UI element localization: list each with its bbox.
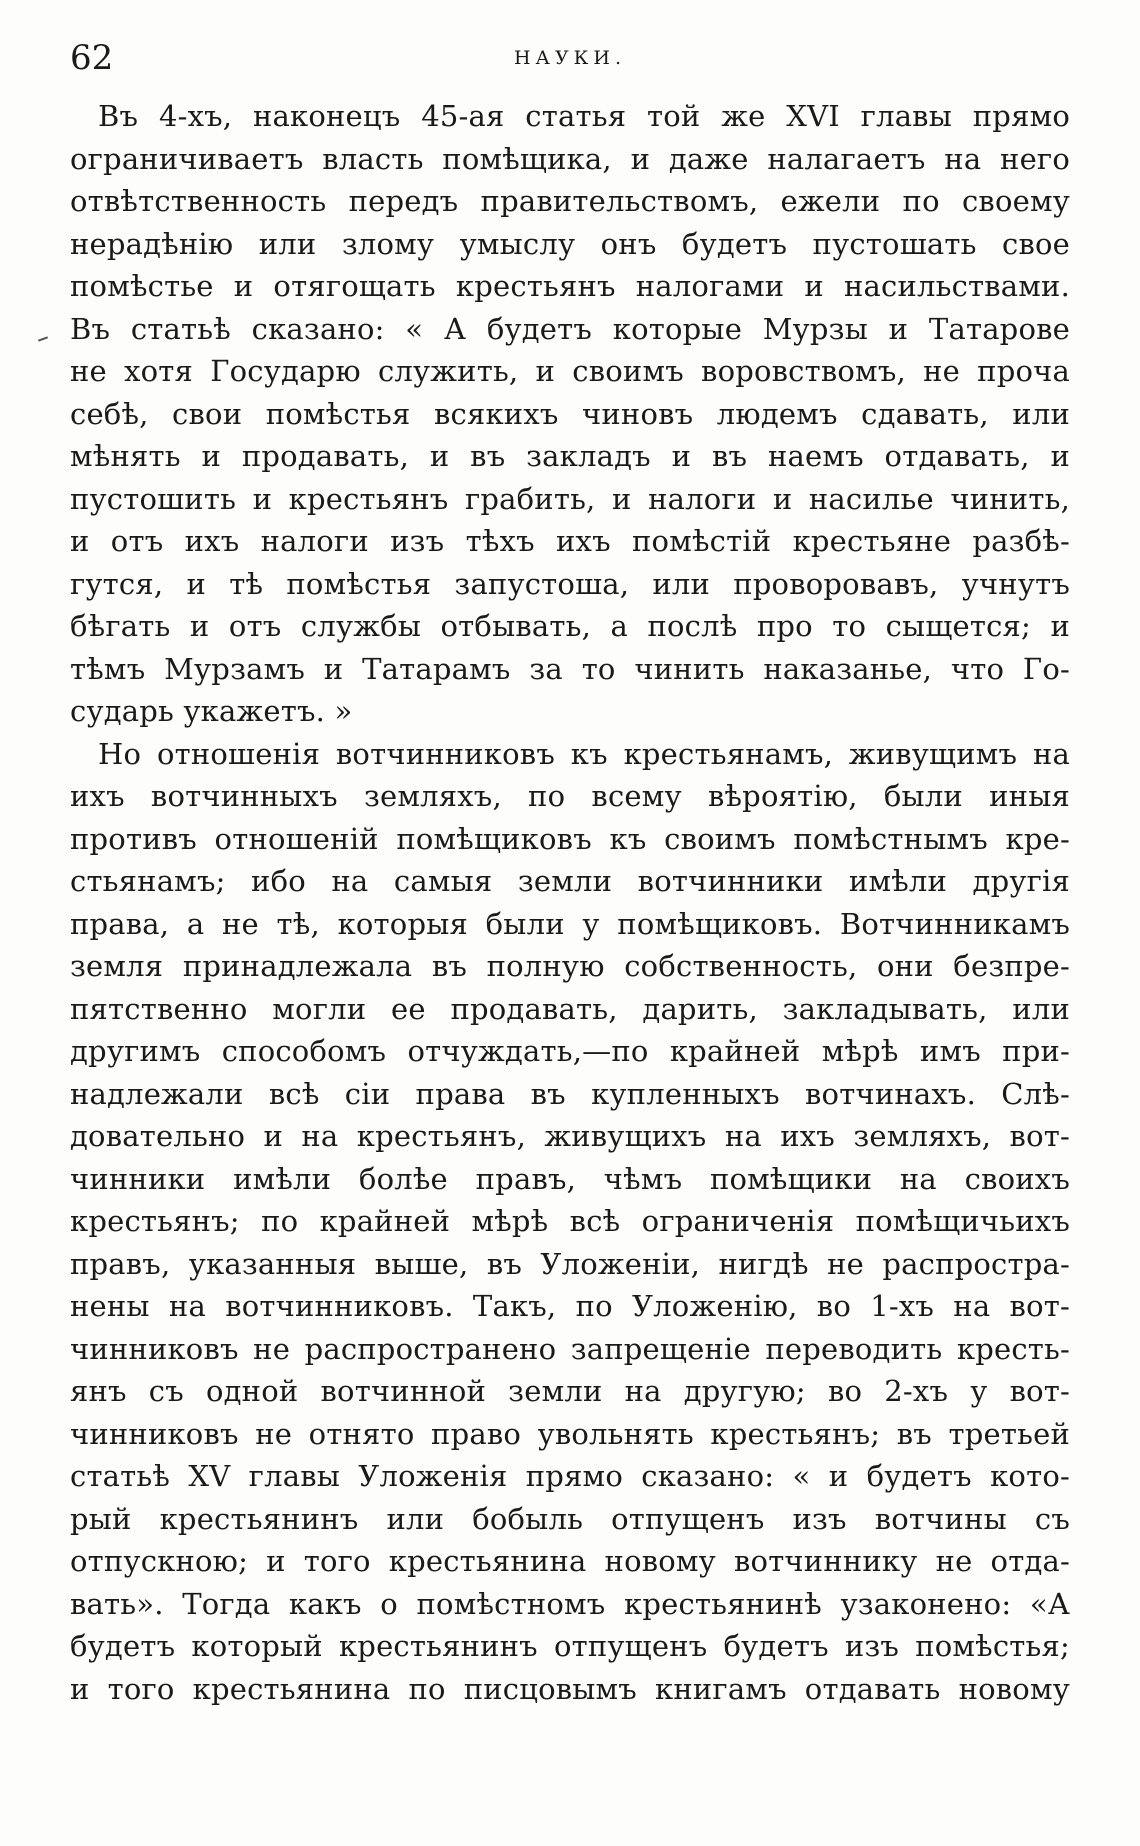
text-line: сударь укажетъ. » — [70, 694, 353, 728]
text-line: правъ, указанныя выше, въ Уложеніи, нигдѣ не распростра- — [70, 1246, 1070, 1281]
text-line: стьянамъ; ибо на самыя земли вотчинники имѣли другія — [70, 864, 1070, 898]
text-line: рый крестьянинъ или бобыль отпущенъ изъ вотчины съ — [70, 1501, 1070, 1536]
text-line: мѣнять и продавать, и въ закладъ и въ наемъ отдавать, и — [70, 439, 1070, 473]
text-line: довательно и на крестьянъ, живущихъ на ихъ земляхъ, вот- — [70, 1119, 1070, 1153]
text-line: земля принадлежала въ полную собственность, они безпре- — [70, 949, 1070, 983]
running-head: НАУКИ. — [513, 47, 626, 69]
text-line: будетъ который крестьянинъ отпущенъ будетъ изъ помѣстья; — [70, 1629, 1070, 1663]
text-line: чинники имѣли болѣе правъ, чѣмъ помѣщики на своихъ — [70, 1161, 1070, 1196]
text-line: права, а не тѣ, которыя были у помѣщиковъ. Вотчинникамъ — [70, 906, 1070, 941]
text-line: отвѣтственность передъ правительствомъ, ежели по своему — [70, 184, 1070, 218]
text-line: вать». Тогда какъ о помѣстномъ крестьянинѣ узаконено: «А — [70, 1586, 1070, 1621]
text-line: бѣгать и отъ службы отбывать, а послѣ про то сыщется; и — [70, 609, 1070, 643]
text-line: Въ статьѣ сказано: « А будетъ которые Мурзы и Татарове — [70, 311, 1070, 346]
page-header — [70, 38, 1070, 78]
text-line: ихъ вотчинныхъ земляхъ, по всему вѣроятію, были иныя — [70, 779, 1070, 813]
text-line: крестьянъ; по крайней мѣрѣ всѣ ограниченія помѣщичьихъ — [70, 1204, 1070, 1238]
text-line: отпускною; и того крестьянина новому вотчиннику не отда- — [70, 1544, 1070, 1578]
text-line: пятственно могли ее продавать, дарить, закладывать, или — [70, 991, 1070, 1026]
text-line: не хотя Государю служить, и своимъ воровствомъ, не проча — [70, 354, 1070, 388]
stray-ink-mark — [38, 336, 48, 341]
text-line: Въ 4-хъ, наконецъ 45-ая статья той же XVI главы прямо — [98, 99, 1070, 133]
text-line: другимъ способомъ отчуждать,—по крайней мѣрѣ имъ при- — [70, 1034, 1070, 1068]
text-line: тѣмъ Мурзамъ и Татарамъ за то чинить наказанье, что Го- — [70, 651, 1070, 686]
text-line: надлежали всѣ сіи права въ купленныхъ вотчинахъ. Слѣ- — [70, 1076, 1070, 1111]
text-line: нены на вотчинниковъ. Такъ, по Уложенію, во 1-хъ на вот- — [70, 1289, 1070, 1323]
text-line: себѣ, свои помѣстья всякихъ чиновъ людемъ сдавать, или — [70, 396, 1070, 431]
text-line: и того крестьянина по писцовымъ книгамъ отдавать новому — [70, 1671, 1070, 1706]
text-line: статьѣ XV главы Уложенія прямо сказано: « и будетъ кото- — [70, 1459, 1070, 1493]
text-line: Но отношенія вотчинниковъ къ крестьянамъ, живущимъ на — [98, 736, 1070, 771]
text-line: гутся, и тѣ помѣстья запустоша, или проворовавъ, учнутъ — [70, 566, 1070, 601]
text-line: и отъ ихъ налоги изъ тѣхъ ихъ помѣстій крестьяне разбѣ- — [70, 524, 1070, 558]
text-line: нерадѣнію или злому умыслу онъ будетъ пустошать свое — [70, 226, 1070, 261]
body-text — [70, 95, 1070, 1710]
text-line: пустошить и крестьянъ грабить, и налоги и насилье чинить, — [70, 481, 1070, 516]
text-line: помѣстье и отягощать крестьянъ налогами и насильствами. — [70, 269, 1070, 303]
page-number: 62 — [70, 38, 114, 78]
text-line: чинниковъ не отнято право увольнять крестьянъ; въ третьей — [70, 1416, 1070, 1451]
text-line: ограничиваетъ власть помѣщика, и даже налагаетъ на него — [70, 141, 1070, 176]
text-line: чинниковъ не распространено запрещеніе переводить кресть- — [70, 1331, 1070, 1366]
text-line: противъ отношеній помѣщиковъ къ своимъ помѣстнымъ кре- — [70, 821, 1070, 856]
text-line: янъ съ одной вотчинной земли на другую; во 2-хъ у вот- — [70, 1374, 1070, 1408]
